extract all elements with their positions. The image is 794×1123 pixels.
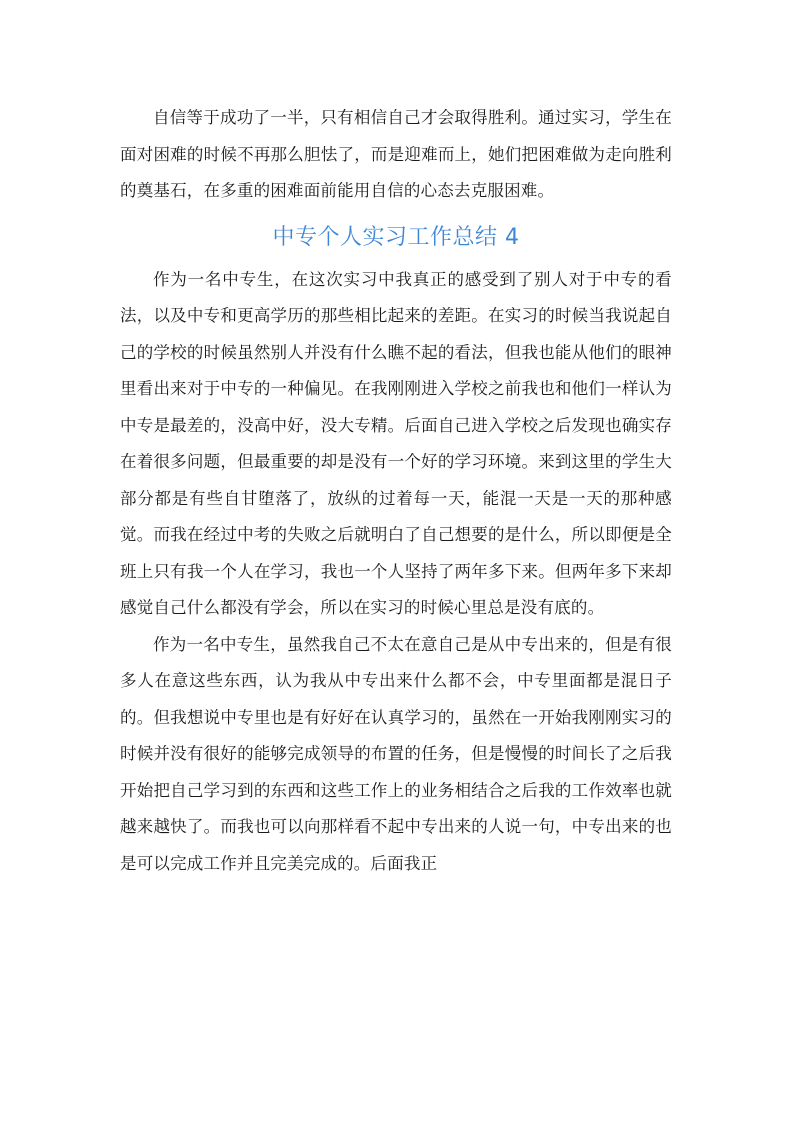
document-page: [120, 100, 672, 882]
body-paragraph-1: 作为一名中专生，在这次实习中我真正的感受到了别人对于中专的看法，以及中专和更高学历的那些相比起来的差距。在实习的时候当我说起自己的学校的时候虽然别人并没有什么瞧不起的看法，但我也能从他们的眼神里看出来对于中专的一种偏见。在我刚刚进入学校之前我也和他们一样认为中专是最差的，没高中好，没大专精。后面自己进入学校之后发现也确实存在着很多问题，但最重要的却是没有一个好的学习环境。来到这里的学生大部分都是有些自甘堕落了，放纵的过着每一天，能混一天是一天的那种感觉。而我在经过中考的失败之后就明白了自己想要的是什么，所以即便是全班上只有我一个人在学习，我也一个人坚持了两年多下来。但两年多下来却感觉自己什么都没有学会，所以在实习的时候心里总是没有底的。: [120, 269, 672, 617]
section-heading: 中专个人实习工作总结 4: [272, 224, 520, 250]
body-paragraph-2: 作为一名中专生，虽然我自己不太在意自己是从中专出来的，但是有很多人在意这些东西，认为我从中专出来什么都不会，中专里面都是混日子的。但我想说中专里也是有好好在认真学习的，虽然在一开始我刚刚实习的时候并没有很好的能够完成领导的布置的任务，但是慢慢的时间长了之后我开始把自己学习到的东西和这些工作上的业务相结合之后我的工作效率也就越来越快了。而我也可以向那样看不起中专出来的人说一句，中专出来的也是可以完成工作并且完美完成的。后面我正: [120, 634, 672, 873]
intro-paragraph: 自信等于成功了一半，只有相信自己才会取得胜利。通过实习，学生在面对困难的时候不再那么胆怯了，而是迎难而上，她们把困难做为走向胜利的奠基石，在多重的困难面前能用自信的心态去克服困难。: [120, 108, 672, 200]
